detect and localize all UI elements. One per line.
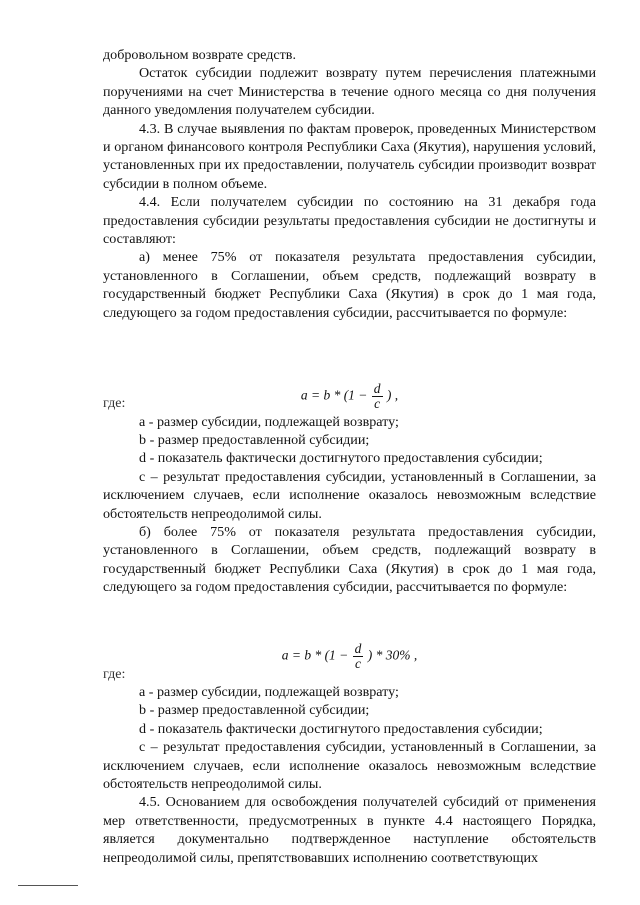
- paragraph-4-4-a: а) менее 75% от показателя результата предоставления субсидии, установленного в Соглашении, объем средств, подлежащий возврату в государственный бюджет Республики Саха (Якутия) в срок до 1 мая года, следующего за годом предоставления субсидии, рассчитывается по формуле:: [103, 249, 596, 321]
- legend2-a: а - размер субсидии, подлежащей возврату;: [139, 683, 399, 700]
- paragraph-4-3: 4.3. В случае выявления по фактам проверок, проведенных Министерством и органом финансового контроля Республики Саха (Якутия), нарушения условий, установленных при их предоставлении, получатель субсидии производит возврат субсидии в полном объеме.: [103, 120, 596, 192]
- formula-2: [103, 642, 596, 671]
- legend2-b: b - размер предоставленной субсидии;: [139, 702, 370, 719]
- formula-space-1: [103, 322, 596, 388]
- formula-1-left: a = b * (1 −: [300, 387, 368, 403]
- formula-2-fraction: [353, 642, 364, 671]
- legend1-d: d - показатель фактически достигнутого предоставления субсидии;: [139, 450, 543, 467]
- formula-1-denominator: c: [374, 396, 381, 411]
- paragraph-4-5: 4.5. Основанием для освобождения получателей субсидий от применения мер ответственности, предусмотренных в пункте 4.4 настоящего Порядка, является документально подтвержденное наступление обстоятельств непреодолимой силы, препятствовавших исполнению соответствующих: [103, 794, 596, 866]
- paragraph-continuation: добровольном возврате средств.: [103, 47, 296, 63]
- legend2-where: где:: [103, 665, 126, 682]
- legend1-where: где:: [103, 395, 126, 412]
- formula-1: [103, 382, 596, 411]
- paragraph-remainder-return: Остаток субсидии подлежит возврату путем перечисления платежными поручениями на счет Министерства в течение одного месяца со дня получения данного уведомления получателем субсидии.: [103, 65, 596, 119]
- formula-2-numerator: d: [354, 641, 362, 656]
- text-column: [103, 46, 596, 867]
- formula-1-right: ) ,: [386, 387, 399, 403]
- formula-2-denominator: c: [355, 656, 362, 671]
- legend2-c: с – результат предоставления субсидии, установленный в Соглашении, за исключением случаев, если исполнение оказалось невозможным вследствие обстоятельств непреодолимой силы.: [103, 739, 596, 792]
- formula-2-left: a = b * (1 −: [281, 647, 349, 663]
- paragraph-4-4: 4.4. Если получателем субсидии по состоянию на 31 декабря года предоставления субсидии результаты предоставления субсидии не достигнуты и составляют:: [103, 194, 596, 248]
- legend1-c: с – результат предоставления субсидии, установленный в Соглашении, за исключением случаев, если исполнение оказалось невозможным вследствие обстоятельств непреодолимой силы.: [103, 468, 596, 522]
- footer-rule: [18, 885, 78, 886]
- formula-2-right: ) * 30% ,: [367, 647, 418, 663]
- legend1-b: b - размер предоставленной субсидии;: [139, 431, 370, 448]
- formula-1-fraction: [372, 382, 383, 411]
- paragraph-4-4-b: б) более 75% от показателя результата предоставления субсидии, установленного в Соглашении, объем средств, подлежащий возврату в государственный бюджет Республики Саха (Якутия) в срок до 1 мая года, следующего за годом предоставления субсидии, рассчитывается по формуле:: [103, 523, 596, 596]
- legend2-d: d - показатель фактически достигнутого предоставления субсидии;: [139, 720, 543, 737]
- legend1-a: а - размер субсидии, подлежащей возврату;: [139, 413, 399, 430]
- formula-1-numerator: d: [373, 381, 381, 396]
